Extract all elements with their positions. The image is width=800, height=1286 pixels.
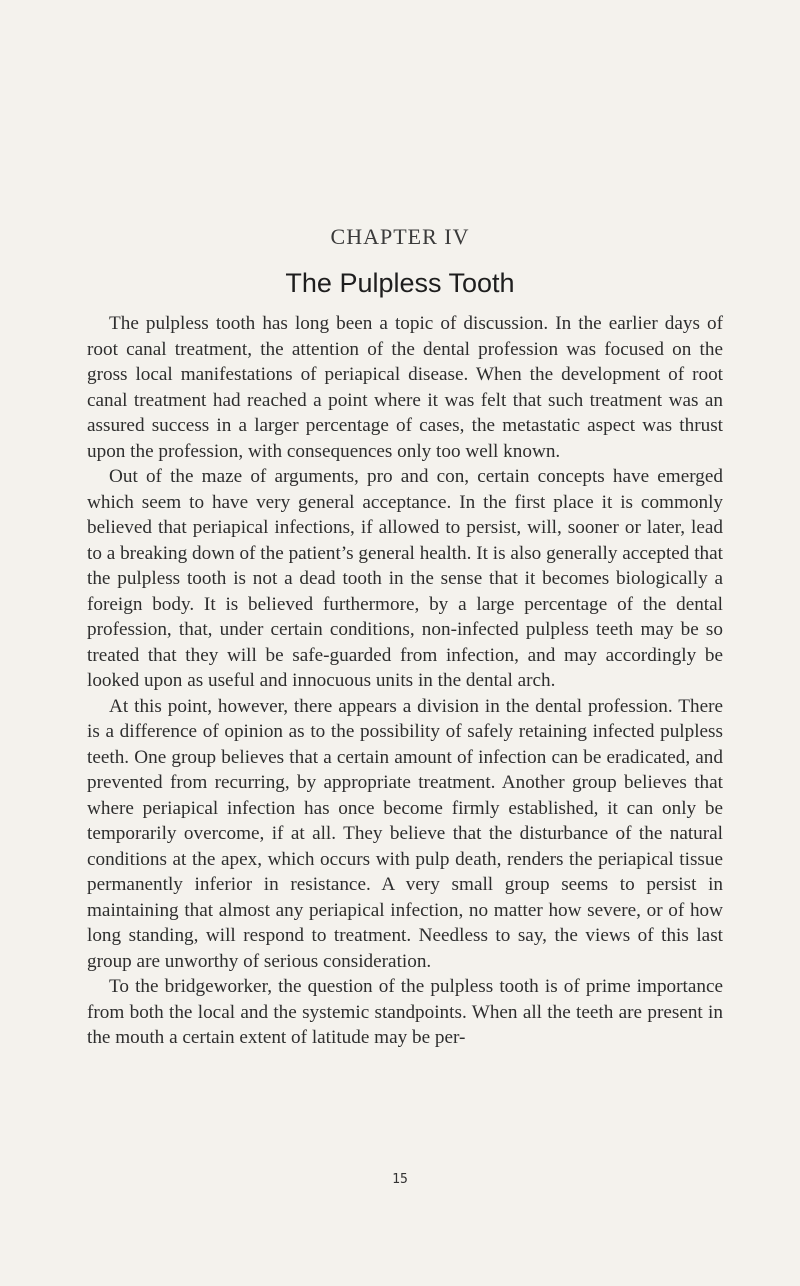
paragraph: Out of the maze of arguments, pro and con, certain concepts have emerged which seem to have very general acceptance. In the first place it is commonly believed that periapical infections, if allowed to persist, will, sooner or later, lead to a breaking down of the patient’s general health. It is also generally accepted that the pulpless tooth is not a dead tooth in the sense that it becomes biologically a foreign body. It is believed furthermore, by a large percentage of the dental profession, that, under certain conditions, non-infected pulpless teeth may be so treated that they will be safe-guarded from infection, and may accordingly be looked upon as useful and innocuous units in the dental arch. bbox=[87, 466, 723, 691]
paragraph: To the bridgeworker, the question of the pulpless tooth is of prime importance from both the local and the systemic standpoints. When all the teeth are present in the mouth a certain extent of latitude may be per- bbox=[87, 976, 723, 1048]
chapter-title: The Pulpless Tooth bbox=[285, 268, 515, 298]
paragraph: The pulpless tooth has long been a topic of discussion. In the earlier days of root canal treatment, the attention of the dental profession was focused on the gross local manifestations of periapical disease. When the development of root canal treatment had reached a point where it was felt that such treatment was an assured success in a larger percentage of cases, the metastatic aspect was thrust upon the profession, with consequences only too well known. bbox=[87, 313, 723, 462]
page-number: 15 bbox=[392, 1172, 408, 1187]
body-text bbox=[87, 311, 723, 1051]
chapter-label: CHAPTER IV bbox=[330, 224, 470, 249]
paragraph: At this point, however, there appears a division in the dental profession. There is a difference of opinion as to the possibility of safely retaining infected pulpless teeth. One group believes that a certain amount of infection can be eradicated, and prevented from recurring, by appropriate treatment. Another group believes that where periapical infection has once become firmly established, it can only be temporarily overcome, if at all. They believe that the disturbance of the natural conditions at the apex, which occurs with pulp death, renders the periapical tissue permanently inferior in resistance. A very small group seems to persist in maintaining that almost any periapical infection, no matter how severe, or of how long standing, will respond to treatment. Needless to say, the views of this last group are unworthy of serious consideration. bbox=[87, 695, 723, 972]
